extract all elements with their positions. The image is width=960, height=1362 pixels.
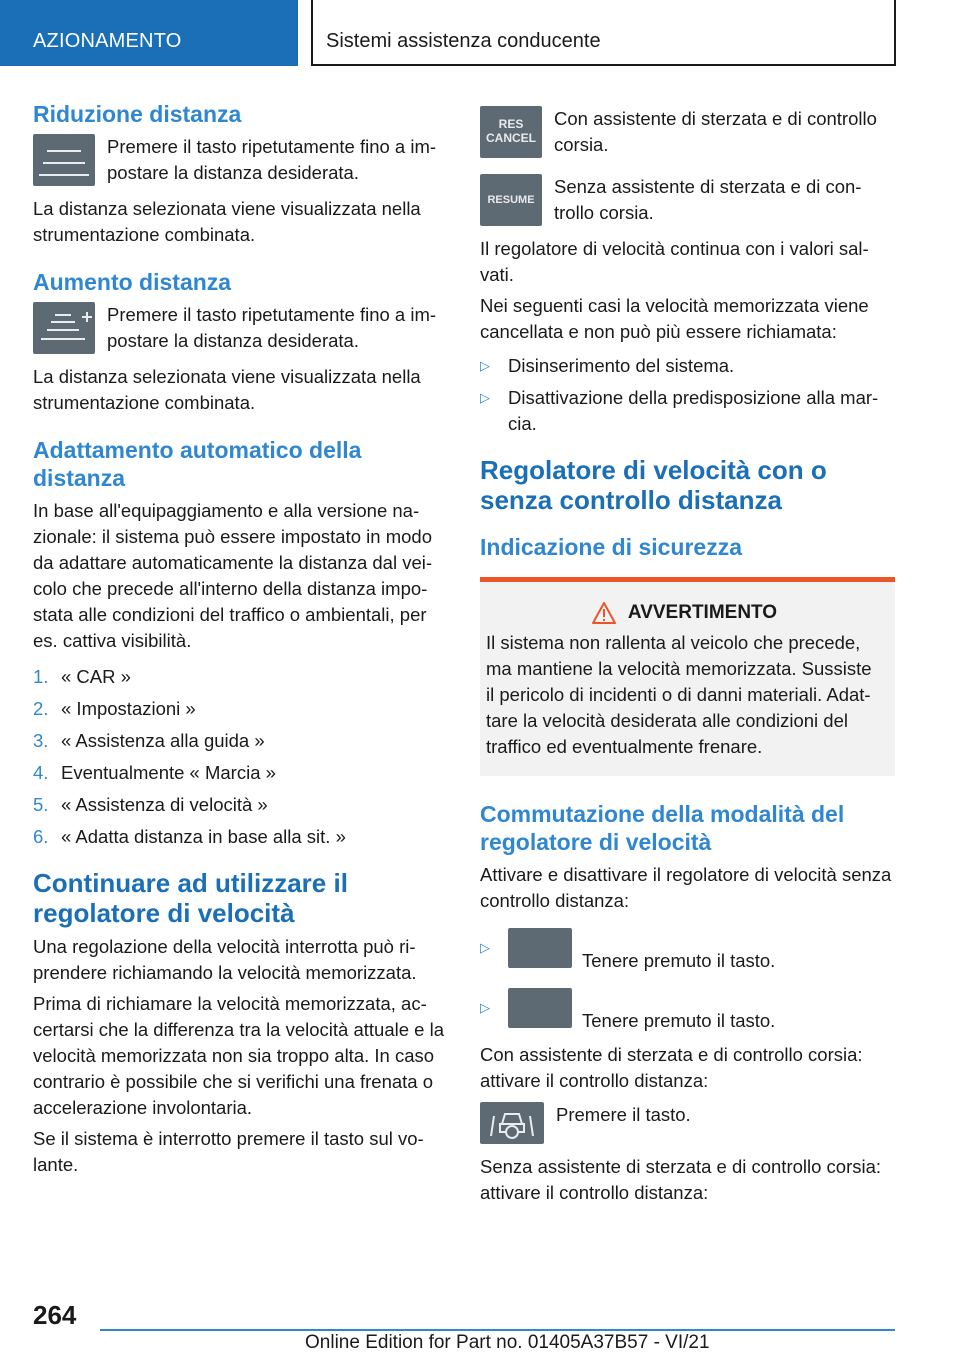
step-number: 1. — [33, 666, 49, 687]
triangle-bullet-icon: ▷ — [480, 358, 490, 373]
toggle-bullet-1 — [480, 922, 895, 974]
adattamento-heading: Adattamento automatico della distanza — [33, 437, 362, 491]
riduzione-instruction-text: Premere il tasto ripetutamente fino a im-postare la distanza desiderata. — [107, 136, 437, 183]
cancel-label: CANCEL — [486, 131, 536, 145]
list-item — [480, 385, 895, 437]
press-row — [480, 1102, 895, 1144]
step-number: 6. — [33, 826, 49, 847]
riduzione-heading: Riduzione distanza — [33, 101, 242, 127]
step-number: 3. — [33, 730, 49, 751]
sicurezza-heading: Indicazione di sicurezza — [480, 534, 743, 560]
resume-text: Senza assistente di sterzata e di con-trollo corsia. — [554, 176, 862, 223]
step-item — [33, 792, 449, 818]
step-text: « Impostazioni » — [61, 698, 196, 719]
res-cancel-row — [480, 106, 895, 158]
resume-row — [480, 174, 895, 226]
resume-button-icon — [480, 174, 542, 226]
warning-box — [480, 577, 895, 776]
continuare-heading: Continuare ad utilizzare il regolatore di velocità — [33, 868, 348, 928]
step-text: « Assistenza di velocità » — [61, 794, 268, 815]
distance-decrease-button-icon — [33, 134, 95, 186]
list-item-text: Disattivazione della predisposizione alla mar-cia. — [508, 387, 879, 434]
press-text: Premere il tasto. — [556, 1104, 691, 1125]
aumento-note: La distanza selezionata viene visualizzata nella strumentazione combinata. — [33, 366, 421, 413]
adattamento-body: In base all'equipaggiamento e alla versione na-zionale: il sistema può essere impostato in modo da adattare automaticamente la distanza dal vei-colo che precede all'interno della distanza impo-stata alle condizioni del traffico o ambientali, per es. cattiva visibilità. — [33, 500, 433, 651]
step-item — [33, 760, 449, 786]
warning-header — [486, 602, 883, 624]
footer-rule — [100, 1329, 895, 1331]
res-cancel-text: Con assistente di sterzata e di controllo corsia. — [554, 108, 877, 155]
distance-increase-button-icon — [508, 928, 572, 968]
header-section-label: AZIONAMENTO — [33, 30, 182, 52]
continuare-p3: Se il sistema è interrotto premere il tasto sul vo-lante. — [33, 1128, 424, 1175]
continua-paragraph: Il regolatore di velocità continua con i valori sal-vati. — [480, 238, 869, 285]
step-text: Eventualmente « Marcia » — [61, 762, 276, 783]
senza-assistente-paragraph: Senza assistente di sterzata e di controllo corsia: attivare il controllo distanza: — [480, 1156, 882, 1203]
driving-assistant-button-icon — [480, 1102, 544, 1144]
regolatore-heading: Regolatore di velocità con o senza controllo distanza — [480, 455, 827, 515]
header-section-tab — [0, 0, 298, 66]
left-column — [33, 100, 449, 1183]
aumento-instruction — [33, 302, 449, 354]
step-item — [33, 664, 449, 690]
list-item — [480, 353, 895, 379]
distance-increase-button-icon — [33, 302, 95, 354]
step-text: « Adatta distanza in base alla sit. » — [61, 826, 346, 847]
triangle-bullet-icon: ▷ — [480, 940, 490, 955]
page-number: 264 — [33, 1300, 77, 1330]
riduzione-instruction — [33, 134, 449, 186]
warning-triangle-icon — [592, 602, 616, 624]
casi-paragraph: Nei seguenti casi la velocità memorizzata viene cancellata e non può più essere richiamata: — [480, 295, 869, 342]
list-item-text: Disinserimento del sistema. — [508, 355, 735, 376]
cancel-cases-list — [480, 353, 895, 437]
step-number: 5. — [33, 794, 49, 815]
con-assistente-paragraph: Con assistente di sterzata e di controllo corsia: attivare il controllo distanza: — [480, 1044, 863, 1091]
header-chapter-box — [311, 0, 896, 66]
triangle-bullet-icon: ▷ — [480, 1000, 490, 1015]
step-number: 2. — [33, 698, 49, 719]
resume-label: RESUME — [487, 194, 535, 206]
step-item — [33, 728, 449, 754]
header-chapter-label: Sistemi assistenza conducente — [326, 30, 601, 52]
adattamento-steps — [33, 664, 449, 850]
commutazione-heading: Commutazione della modalità del regolatore di velocità — [480, 801, 845, 855]
step-item — [33, 824, 449, 850]
continuare-p1: Una regolazione della velocità interrotta può ri-prendere richiamando la velocità memorizzata. — [33, 936, 417, 983]
step-item — [33, 696, 449, 722]
toggle-bullet-2-text: Tenere premuto il tasto. — [582, 1010, 776, 1031]
toggle-bullet-2 — [480, 982, 895, 1034]
aumento-heading: Aumento distanza — [33, 269, 232, 295]
triangle-bullet-icon: ▷ — [480, 390, 490, 405]
riduzione-note: La distanza selezionata viene visualizzata nella strumentazione combinata. — [33, 198, 421, 245]
commutazione-intro: Attivare e disattivare il regolatore di velocità senza controllo distanza: — [480, 864, 892, 911]
step-text: « Assistenza alla guida » — [61, 730, 265, 751]
warning-label: AVVERTIMENTO — [627, 602, 778, 623]
continuare-p2: Prima di richiamare la velocità memorizzata, ac-certarsi che la differenza tra la velocità attuale e la velocità memorizzata non sia troppo alta. In caso contrario è possibile che si verifichi una frenata o accelerazione involontaria. — [33, 993, 444, 1118]
toggle-bullet-1-text: Tenere premuto il tasto. — [582, 950, 776, 971]
distance-decrease-button-icon — [508, 988, 572, 1028]
footer-edition: Online Edition for Part no. 01405A37B57 - VI/21 — [305, 1332, 710, 1353]
right-column — [480, 106, 895, 1211]
aumento-instruction-text: Premere il tasto ripetutamente fino a im-postare la distanza desiderata. — [107, 304, 437, 351]
warning-text: Il sistema non rallenta al veicolo che precede, ma mantiene la velocità memorizzata. Sussiste il pericolo di incidenti o di danni materiali. Adat-tare la velocità desiderata alle condizioni del traffico ed eventualmente frenare. — [486, 632, 872, 757]
res-label: RES — [498, 117, 524, 131]
step-text: « CAR » — [61, 666, 131, 687]
step-number: 4. — [33, 762, 49, 783]
res-cancel-button-icon — [480, 106, 542, 158]
